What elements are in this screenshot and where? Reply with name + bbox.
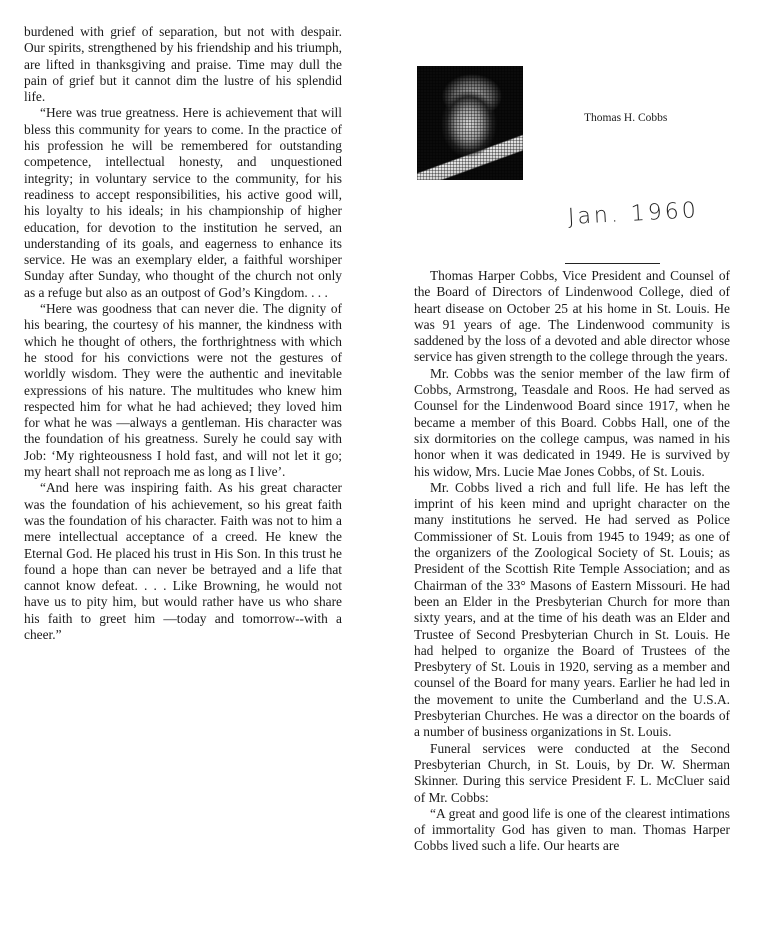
paragraph: “And here was inspiring faith. As his great character was the foundation of his achievement, so his great faith was the foundation of his character. Faith was not to him a mere intellectual acceptance of a creed. He knew the Eternal God. He placed his trust in His Son. In this trust he found a hope than can never be betrayed and a life that cannot know defeat. . . . Like Browning, he would not have us to pity him, but would rather have us who share his faith to greet him —today and tomorrow--with a cheer.”: [24, 480, 342, 642]
left-column: [24, 24, 342, 643]
paragraph: Mr. Cobbs was the senior member of the law firm of Cobbs, Armstrong, Teasdale and Roos. He had served as Counsel for the Lindenwood Board since 1917, when he became a member of this Board. Cobbs Hall, one of the six dormitories on the college campus, was named in his honor when it was dedicated in 1949. He is survived by his widow, Mrs. Lucie Mae Jones Cobbs, of St. Louis.: [414, 365, 730, 479]
paragraph: Mr. Cobbs lived a rich and full life. He has left the imprint of his keen mind and upright character on the many institutions he served. He had served as Police Commissioner of St. Louis from 1945 to 1949; as one of the organizers of the Zoological Society of St. Louis; as President of the Scottish Rite Temple Association; and as Chairman of the 33° Masons of Eastern Missouri. He had been an Elder in the Presbyterian Church for more than sixty years, and at the time of his death was an Elder and Trustee of Second Presbyterian Church in St. Louis. He had helped to organize the Board of Trustees of the Presbytery of St. Louis in 1920, serving as a member and counsel of the Board for many years. Earlier he had led in the movement to unite the Cumberland and the U.S.A. Presbyterian Churches. He was a director on the boards of a number of business organizations in St. Louis.: [414, 479, 730, 740]
right-column: [414, 268, 730, 855]
divider: [565, 263, 660, 264]
paragraph: “Here was true greatness. Here is achievement that will bless this community for years to come. In the practice of his profession he will be remembered for outstanding competence, intellectual honesty, and unquestioned integrity; in voluntary service to the community, for his readiness to accept responsibilities, his active good will, his loyalty to his ideals; in his championship of higher education, for devotion to the institution he served, an understanding of its goals, and eagerness to enhance its service. He was an exemplary elder, a faithful worshiper Sunday after Sunday, who thought of the church not only as a refuge but also as an outpost of God’s Kingdom. . . .: [24, 105, 342, 300]
portrait-photo: [417, 66, 523, 180]
paragraph: “A great and good life is one of the clearest intimations of immortality God has given to man. Thomas Harper Cobbs lived such a life. Our hearts are: [414, 805, 730, 854]
paragraph: burdened with grief of separation, but not with despair. Our spirits, strengthened by his friendship and his triumph, are lifted in thanksgiving and praise. Time may dull the pain of grief but it cannot dim the lustre of his splendid life.: [24, 24, 342, 105]
paragraph: “Here was goodness that can never die. The dignity of his bearing, the courtesy of his manner, the kindness with which he thought of others, the forthrightness with which he stood for his convictions were not the gestures of worldly wisdom. They were the authentic and inevitable expressions of his nature. The multitudes who knew him respected him for what he had achieved; they loved him for what he was —always a gentleman. His character was the foundation of his greatness. Surely he could say with Job: ‘My righteousness I hold fast, and will not let it go; my heart shall not reproach me as long as I live’.: [24, 301, 342, 480]
paragraph: Funeral services were conducted at the Second Presbyterian Church, in St. Louis, by Dr. W. Sherman Skinner. During this service President F. L. McCluer said of Mr. Cobbs:: [414, 740, 730, 805]
photo-caption: Thomas H. Cobbs: [584, 112, 668, 124]
handwritten-date: Jan. 1960: [567, 198, 700, 230]
paragraph: Thomas Harper Cobbs, Vice President and Counsel of the Board of Directors of Lindenwood College, died of heart disease on October 25 at his home in St. Louis. He was 91 years of age. The Lindenwood community is saddened by the loss of a devoted and able director whose service has given strength to the college through the years.: [414, 268, 730, 365]
